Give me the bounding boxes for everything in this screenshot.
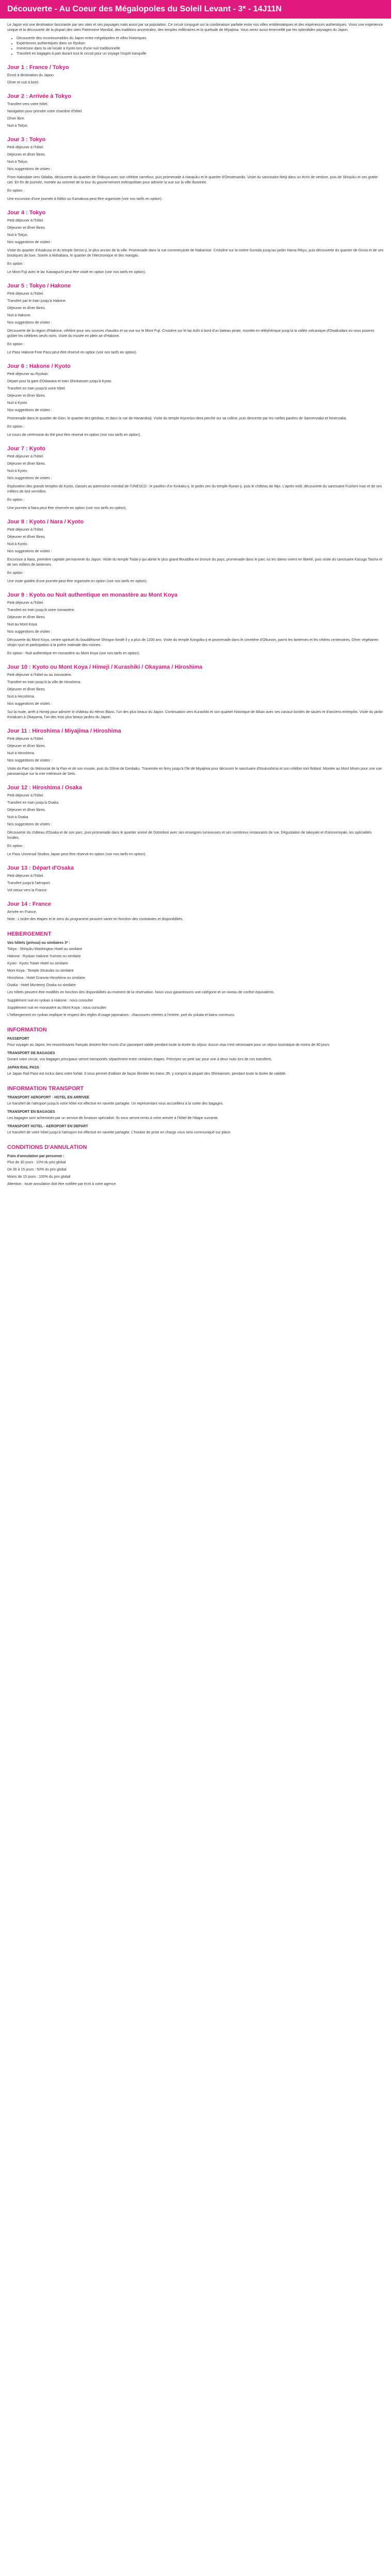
day-line: Vol retour vers la France. <box>7 889 48 892</box>
day-paragraph: Nos suggestions de visites : <box>7 321 52 325</box>
day-title: Jour 3 : Tokyo <box>7 137 46 143</box>
day-paragraph: Découverte du Mont Koya, centre spirituel du bouddhisme Shingon fondé il y a plus de 1200 ans. Visite du temple Kongobu-ji et promenade dans le cimetière d'Okunoin, parmi les lanternes et les cèdres centenaires. Dîner végétarien shojin ryori et participation à la prière matinale des moines. <box>7 638 379 647</box>
info-text: Pour voyager au Japon, les ressortissants français doivent être munis d'un passeport valide pendant toute la durée du séjour. Aucun visa n'est nécessaire pour un séjour touristique de moins de 90 jours. <box>7 1043 331 1047</box>
information-blocks <box>7 1037 384 1077</box>
day-paragraph: En option : <box>7 571 25 575</box>
day-line: Déjeuner et dîner libres. <box>7 808 46 812</box>
hotel-line: Mont Koya : Temple Shukubo ou similaire <box>7 969 74 973</box>
day-paragraph: Nos suggestions de visites : <box>7 630 52 634</box>
day-line: Déjeuner et dîner libres. <box>7 226 46 230</box>
day-block <box>7 93 384 129</box>
day-paragraph: Le Pass Universal Studios Japan peut être réservé en option (voir nos tarifs en option). <box>7 853 146 856</box>
day-line: Départ pour la gare d'Odawara et train Shinkansen jusqu'à Kyoto. <box>7 380 112 383</box>
day-line: Nuit à Kyoto. <box>7 401 28 405</box>
day-paragraph: Découverte de la région d'Hakone, célèbre pour ses sources chaudes et sa vue sur le Mont Fuji. Croisière sur le lac Ashi à bord d'un bateau pirate, montée en téléphérique jusqu'à la vallée volcanique d'Owakudani où vous pourrez goûter les célèbres oeufs noirs. Visite du musée en plein air d'Hakone. <box>7 329 374 338</box>
day-paragraph: Promenade dans le quartier de Gion, le quartier des geishas, et dans la rue de Hanamikoji. Visite du temple Kiyomizu-dera perché sur sa colline, puis descente par les ruelles pavées de Sannenzaka et Ninenzaka. <box>7 417 347 420</box>
day-paragraph: En option : <box>7 262 25 266</box>
day-line: Transfert en train jusqu'à votre hôtel. <box>7 387 66 391</box>
day-line: Petit déjeuner à l'hôtel. <box>7 219 44 223</box>
day-title: Jour 11 : Hiroshima / Miyajima / Hiroshima <box>7 728 121 734</box>
day-line: Petit déjeuner à l'hôtel. <box>7 874 44 878</box>
info-title: JAPAN RAIL PASS <box>7 1066 39 1070</box>
day-block <box>7 518 384 584</box>
day-paragraph: En option : Nuit authentique en monastère au Mont Koya (voir nos tarifs en option). <box>7 652 140 655</box>
day-line: Nuit à Kyoto. <box>7 543 28 546</box>
day-paragraph: Visite du quartier d'Asakusa et du temple Senso-ji, le plus ancien de la ville. Promenade dans la rue commerçante de Nakamise. Croisière sur la rivière Sumida jusqu'au jardin Hama Rikyu, puis découverte du quartier de Ginza et de ses boutiques de luxe. Soirée à Akihabara, le quartier de l'électronique et des mangas. <box>7 249 384 258</box>
day-title: Jour 8 : Kyoto / Nara / Kyoto <box>7 519 84 525</box>
day-line: Petit déjeuner à l'hôtel. <box>7 292 44 296</box>
hotel-line: Hiroshima : Hotel Granvia Hiroshima ou similaire <box>7 976 85 980</box>
day-title: Jour 5 : Tokyo / Hakone <box>7 283 71 289</box>
transport-blocks <box>7 1095 384 1136</box>
day-paragraph: En option : <box>7 189 25 193</box>
info-text: Durant votre circuit, vos bagages principaux seront transportés séparément entre certaines étapes. Prévoyez un petit sac pour une à deux nuits lors de ces transferts. <box>7 1058 272 1061</box>
day-line: Petit déjeuner à l'hôtel. <box>7 455 44 459</box>
day-line: Dîner et nuit à bord. <box>7 81 39 84</box>
itinerary <box>7 64 384 915</box>
condition-line: Plus de 30 jours : 10% du prix global <box>7 1161 66 1164</box>
day-block <box>7 727 384 777</box>
extra-line: Supplément nuit en monastère au Mont Koya : nous consulter <box>7 1006 106 1010</box>
day-title: Jour 4 : Tokyo <box>7 210 46 216</box>
info-title: PASSEPORT <box>7 1037 29 1041</box>
day-line: Déjeuner et dîner libres. <box>7 744 46 748</box>
day-line: Transfert par le train jusqu'à Hakone. <box>7 299 67 303</box>
day-line: Dîner libre. <box>7 117 25 121</box>
day-line: Transfert en train jusqu'à Osaka. <box>7 801 60 805</box>
day-line: Envol à destination du Japon. <box>7 74 55 77</box>
day-line: Petit déjeuner à l'hôtel ou au monastère. <box>7 673 72 677</box>
condition-line: De 30 à 15 jours : 50% du prix global <box>7 1168 67 1172</box>
intro-paragraph: Le Japon est une destination fascinante par ses sites et ses paysages mais aussi par sa population. Ce circuit conjugué sur la combinaison parfaite entre nos villes emblématiques et des expériences authentiques. Vivez une expérience unique et la découverte de la plupart des sites Patrimoine Mondial, des traditions ancestrales, des temples millénaires et la quiétude de Miyajima. Vous serez aussi émerveillé par les splendides paysages du Japon. <box>7 23 383 32</box>
section-hebergement: HEBERGEMENT <box>7 931 52 937</box>
day-block <box>7 363 384 438</box>
conditions-subtitle: Frais d'annulation par personne : <box>7 1155 64 1158</box>
day-paragraph: Excursion à Nara, première capitale permanente du Japon. Visite du temple Todai-ji qui abrite le plus grand Bouddha en bronze du pays, promenade dans le parc où les daims vivent en liberté, puis visite du sanctuaire Kasuga Taisha et de ses milliers de lanternes. <box>7 558 382 567</box>
day-line: Nuit à Tokyo. <box>7 124 28 128</box>
day-line: Navigation pour prendre votre chambre d'hôtel. <box>7 110 83 113</box>
day-line: Arrivée en France. <box>7 910 37 914</box>
day-paragraph: Le cours de cérémonie du thé peut être réservé en option (voir nos tarifs en option). <box>7 433 141 437</box>
day-line: Nuit à Hakone. <box>7 314 31 317</box>
highlight-item: • Découverte des incontournables du Japon entre mégalopoles et villes historiques <box>17 36 384 41</box>
day-paragraph: Une journée à Nara peut être réservée en option (voir nos tarifs en option). <box>7 506 127 510</box>
day-line: Transfert vers votre hôtel. <box>7 103 48 106</box>
day-line: Transfert en train jusqu'à votre monastère. <box>7 608 75 612</box>
highlights-list <box>7 36 384 57</box>
page-title: Découverte - Au Coeur des Mégalopoles du Soleil Levant - 3* - 14J11N <box>7 5 282 13</box>
day-block <box>7 445 384 511</box>
hotel-line: Osaka : Hotel Monterey Osaka ou similaire <box>7 984 76 987</box>
day-paragraph: Une visite guidée d'une journée peut être organisée en option (voir nos tarifs en option). <box>7 580 148 583</box>
day-paragraph: Exploration des grands temples de Kyoto, classés au patrimoine mondial de l'UNESCO : le pavillon d'or Kinkaku-ji, le jardin zen du temple Ryoan-ji, puis le château de Nijo. L'après-midi, découverte du sanctuaire Fushimi Inari et de ses milliers de torii vermillon. <box>7 485 382 494</box>
day-block <box>7 664 384 720</box>
day-paragraph: Le Mont Fuji avec le lac Kawaguchi peut être visité en option (voir nos tarifs en option). <box>7 270 146 274</box>
day-title: Jour 1 : France / Tokyo <box>7 64 69 71</box>
hotel-line: Tokyo : Shinjuku Washington Hotel ou similaire <box>7 947 83 951</box>
day-line: Déjeuner et dîner libres. <box>7 535 46 539</box>
transport-text: Les bagages sont acheminés par un service de livraison spécialisé. Ils vous seront remis à votre arrivée à l'hôtel de l'étape suivante. <box>7 1116 219 1120</box>
day-block <box>7 282 384 355</box>
day-paragraph: En option : <box>7 844 25 848</box>
extra-line: Supplément nuit en ryokan à Hakone : nous consulter <box>7 999 93 1003</box>
day-line: Déjeuner et dîner libres. <box>7 462 46 466</box>
day-block <box>7 591 384 656</box>
day-line: Petit déjeuner au Ryokan. <box>7 372 49 376</box>
day-title: Jour 7 : Kyoto <box>7 446 45 452</box>
extras-list <box>7 998 384 1011</box>
header-banner <box>0 0 391 19</box>
day-line: Nuit à Kyoto. <box>7 469 28 473</box>
hebergement-note: Les hôtels peuvent être modifiés en fonction des disponibilités au moment de la réservation. Nous vous garantissons une catégorie et un niveau de confort équivalents. <box>7 991 275 994</box>
day-line: Déjeuner et dîner libres. <box>7 394 46 398</box>
day-block <box>7 64 384 86</box>
hotel-line: Kyoto : Kyoto Tower Hotel ou similaire <box>7 962 68 965</box>
day-line: Déjeuner et dîner libres. <box>7 153 46 157</box>
transport-text: Le transfert de l'aéroport jusqu'à votre hôtel est effectué en navette partagée. Un représentant vous accueillera à la sortie des bagages. <box>7 1102 224 1106</box>
day-line: Petit déjeuner à l'hôtel. <box>7 794 44 798</box>
info-text: Le Japan Rail Pass est inclus dans votre forfait. Il vous permet d'utiliser de façon illimitée les trains JR, y compris la plupart des Shinkansen, pendant toute la durée de validité. <box>7 1072 287 1076</box>
day-block <box>7 865 384 893</box>
condition-line: Moins de 15 jours : 100% du prix global <box>7 1175 71 1179</box>
day-line: Petit déjeuner à l'hôtel. <box>7 737 44 741</box>
disclaimer: Note : L'ordre des étapes et le sens du programme peuvent varier en fonction des contraintes et disponibilités. <box>7 918 184 921</box>
main-content <box>0 19 391 1200</box>
day-paragraph: Nos suggestions de visites : <box>7 550 52 553</box>
day-paragraph: Nos suggestions de visites : <box>7 823 52 826</box>
day-paragraph: En option : <box>7 498 25 502</box>
day-line: Transfert jusqu'à l'aéroport. <box>7 882 51 885</box>
day-title: Jour 13 : Départ d'Osaka <box>7 865 74 871</box>
day-paragraph: En option : <box>7 343 25 346</box>
day-paragraph: Découverte du château d'Osaka et de son parc, puis promenade dans le quartier animé de Dotonbori avec ses enseignes lumineuses et ses nombreux restaurants de rue. Dégustation de takoyaki et d'okonomiyaki, les spécialités locales. <box>7 831 372 840</box>
highlight-item: • Transfert en bagages à part durant tout le circuit pour un voyage l'esprit tranquille <box>17 52 384 57</box>
day-block <box>7 136 384 202</box>
transport-title: TRANSPORT HOTEL - AEROPORT EN DEPART <box>7 1125 88 1128</box>
day-line: Petit déjeuner à l'hôtel. <box>7 146 44 149</box>
highlight-item: • Expériences authentiques dans un Ryokan <box>17 41 384 46</box>
info-title: TRANSPORT DE BAGAGES <box>7 1052 55 1055</box>
day-title: Jour 12 : Hiroshima / Osaka <box>7 785 82 791</box>
day-line: Nuit à Tokyo. <box>7 233 28 237</box>
day-paragraph: Nos suggestions de visites : <box>7 759 52 762</box>
hotels-subtitle: Vos hôtels (prévus) ou similaires 3* : <box>7 941 71 945</box>
day-line: Déjeuner et dîner libres. <box>7 688 46 691</box>
day-line: Nuit au Mont Koya. <box>7 623 38 626</box>
day-paragraph: Une excursion d'une journée à Nikko ou Kamakura peut être organisée (voir nos tarifs en option). <box>7 197 162 201</box>
day-title: Jour 9 : Kyoto ou Nuit authentique en monastère au Mont Koya <box>7 592 178 598</box>
hotels-list <box>7 947 384 988</box>
transport-title: TRANSPORT AEROPORT - HOTEL EN ARRIVEE <box>7 1096 90 1099</box>
day-line: Nuit à Osaka. <box>7 816 29 819</box>
hotel-line: Hakone : Ryokan Hakone Yumoto ou similaire <box>7 955 81 958</box>
day-paragraph: Le Pass Hakone Free Pass peut être réservé en option (voir nos tarifs en option). <box>7 351 137 354</box>
day-paragraph: Nos suggestions de visites : <box>7 409 52 412</box>
day-block <box>7 784 384 857</box>
section-information: INFORMATION <box>7 1027 47 1033</box>
day-paragraph: Nos suggestions de visites : <box>7 477 52 480</box>
day-line: Petit déjeuner à l'hôtel. <box>7 601 44 605</box>
day-title: Jour 2 : Arrivée à Tokyo <box>7 93 72 99</box>
day-block <box>7 209 384 275</box>
day-paragraph: Nos suggestions de visites : <box>7 167 52 171</box>
day-line: Déjeuner et dîner libres. <box>7 307 46 310</box>
day-block <box>7 901 384 915</box>
day-title: Jour 6 : Hakone / Kyoto <box>7 363 71 369</box>
day-paragraph: From Hakodate vers Odaiba, découverte du quartier de Shibuya avec son célèbre carrefour, puis promenade à Harajuku et le quartier d'Omotesando. Visite du sanctuaire Meiji dans un écrin de verdure, puis de Shinjuku et ses gratte-ciel. En fin de journée, montée au sommet de la tour du gouvernement métropolitain pour admirer la vue sur la ville illuminée. <box>7 176 379 184</box>
day-line: Nuit à Hiroshima. <box>7 752 35 755</box>
hebergement-footer: L'hébergement en ryokan implique le respect des règles d'usage japonaises : chaussures retirées à l'entrée, port du yukata et bains communs. <box>7 1013 235 1017</box>
day-title: Jour 10 : Kyoto ou Mont Koya / Himeji / Kurashiki / Okayama / Hiroshima <box>7 664 203 670</box>
section-transport: INFORMATION TRANSPORT <box>7 1086 84 1092</box>
day-line: Déjeuner et dîner libres. <box>7 616 46 619</box>
conditions-list <box>7 1160 384 1180</box>
day-line: Petit déjeuner à l'hôtel. <box>7 528 44 532</box>
day-paragraph: Nos suggestions de visites : <box>7 702 52 706</box>
conditions-footer: Attention : toute annulation doit être notifiée par écrit à votre agence. <box>7 1182 117 1186</box>
day-line: Transfert en train jusqu'à la ville de Hiroshima. <box>7 681 82 684</box>
day-paragraph: Sur la route, arrêt à Himeji pour admirer le château du Héron Blanc, l'un des plus beaux du Japon. Continuation vers Kurashiki et son quartier historique de Bikan avec ses canaux bordés de saules et d'anciens entrepôts. Visite du jardin Korakuen à Okayama, l'un des trois plus beaux jardins du Japon. <box>7 710 383 719</box>
transport-text: Le transfert de votre hôtel jusqu'à l'aéroport est effectué en navette partagée. L'horaire de prise en charge vous sera communiqué sur place. <box>7 1131 232 1134</box>
day-paragraph: Visite du Parc du Mémorial de la Paix et de son musée, puis du Dôme de Genbaku. Traversée en ferry jusqu'à l'île de Miyajima pour découvrir le sanctuaire d'Itsukushima et son célèbre torii flottant. Montée au Mont Misen pour une vue panoramique sur la mer intérieure de Seto. <box>7 767 382 776</box>
day-line: Nuit à Hiroshima. <box>7 695 35 699</box>
highlight-item: • Immersion dans la vie locale à Kyoto lors d'une nuit traditionnelle <box>17 46 384 52</box>
section-conditions: CONDITIONS D'ANNULATION <box>7 1144 87 1150</box>
day-title: Jour 14 : France <box>7 901 51 907</box>
day-paragraph: En option : <box>7 425 25 429</box>
day-line: Nuit à Tokyo. <box>7 160 28 164</box>
transport-title: TRANSPORT EN BAGAGES <box>7 1110 55 1114</box>
day-paragraph: Nos suggestions de visites : <box>7 241 52 244</box>
